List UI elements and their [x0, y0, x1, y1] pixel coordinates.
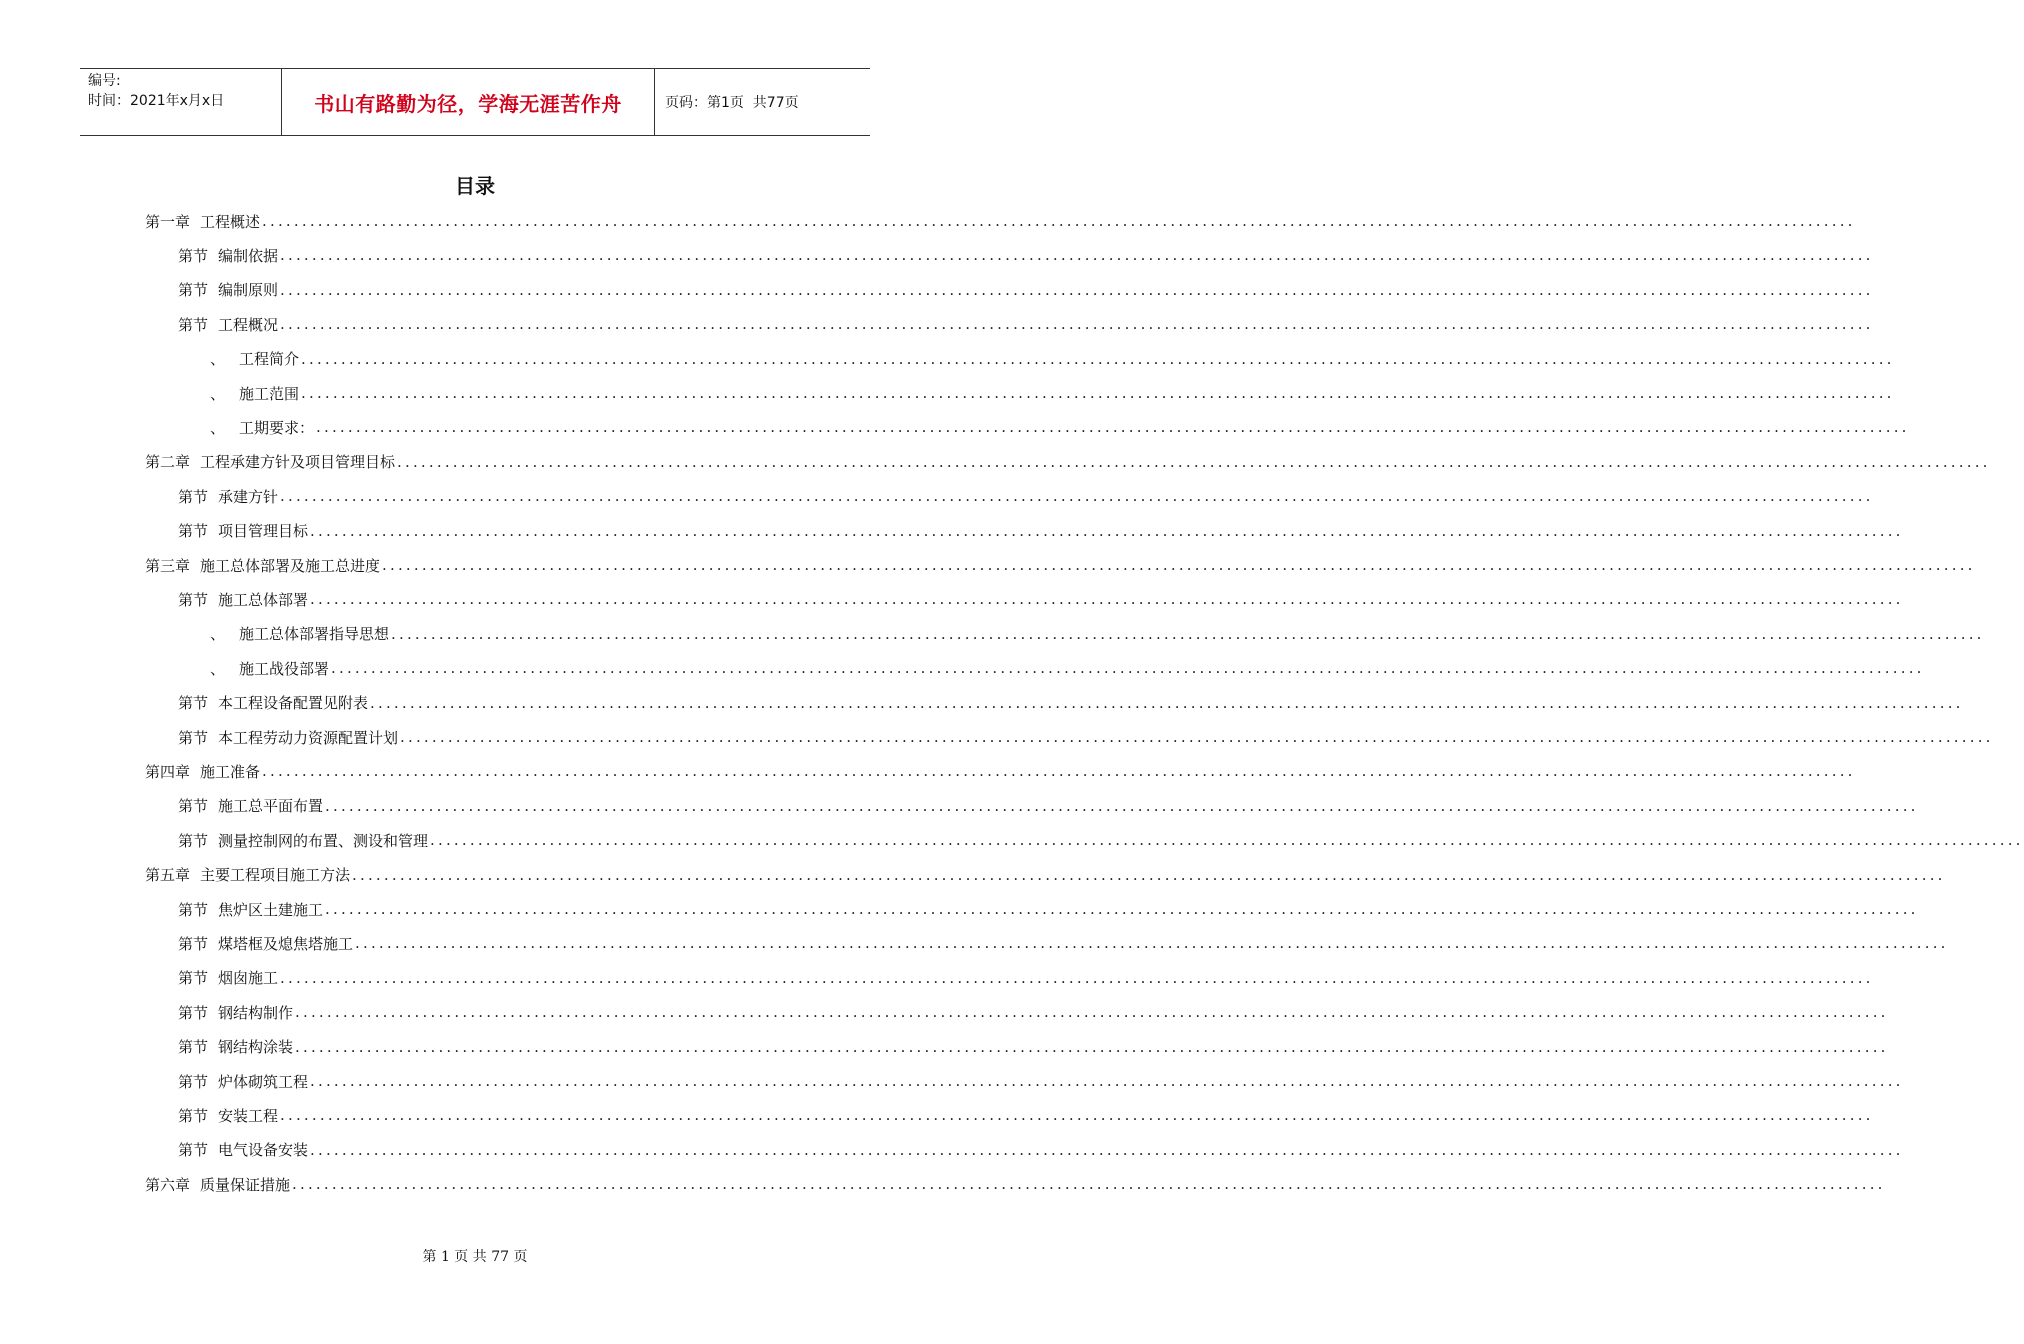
toc-entry-number: 第节: [178, 1072, 209, 1091]
toc-leader-dots: ........................................................................................................................................................................................................: [292, 1175, 1886, 1194]
toc-entry-label: 编制原则: [218, 281, 279, 300]
toc-entry-label: 施工总体部署指导思想: [239, 625, 390, 644]
toc-entry[interactable]: [178, 273, 1874, 307]
toc-entry[interactable]: [145, 445, 1991, 479]
toc-leader-dots: ........................................................................................................................................................................................................: [280, 280, 1874, 299]
toc-entry-label: 施工总体部署: [218, 590, 309, 609]
toc-entry[interactable]: [178, 1133, 1904, 1167]
toc-entry-number: 第节: [178, 831, 209, 850]
toc-entry-number: 第节: [178, 1106, 209, 1125]
toc-entry-number: 第节: [178, 900, 209, 919]
toc-entry-number: 第五章: [145, 866, 191, 885]
toc-entry-label: 工程概况: [218, 315, 279, 334]
toc-leader-dots: ........................................................................................................................................................................................................: [280, 315, 1874, 334]
toc-entry[interactable]: [210, 651, 1925, 685]
toc-leader-dots: ........................................................................................................................................................................................................: [331, 659, 1925, 678]
toc-entry-number: 第节: [178, 315, 209, 334]
toc-entry[interactable]: [210, 617, 1985, 651]
toc-leader-dots: ........................................................................................................................................................................................................: [262, 212, 1856, 230]
toc-entry-label: 钢结构涂装: [218, 1038, 294, 1057]
toc-entry-number: 第一章: [145, 212, 191, 231]
toc-entry-label: 焦炉区土建施工: [218, 900, 324, 919]
toc-leader-dots: ........................................................................................................................................................................................................: [310, 1072, 1904, 1090]
toc-leader-dots: ........................................................................................................................................................................................................: [301, 384, 1895, 402]
toc-entry[interactable]: [178, 514, 1904, 548]
toc-entry[interactable]: [178, 789, 1919, 823]
header-page-info: [655, 69, 870, 135]
toc-entry[interactable]: [178, 307, 1874, 341]
toc-entry-label: 项目管理目标: [218, 522, 309, 541]
toc-entry-label: 钢结构制作: [218, 1003, 294, 1022]
toc-entry-label: 本工程劳动力资源配置计划: [218, 728, 399, 747]
toc-entry[interactable]: [145, 1167, 1886, 1201]
toc-entry[interactable]: [178, 995, 1889, 1029]
toc-entry-number: 、: [210, 625, 226, 644]
toc-leader-dots: ........................................................................................................................................................................................................: [391, 624, 1985, 643]
toc-entry-number: 、: [210, 418, 226, 437]
toc-entry[interactable]: [178, 582, 1904, 616]
toc-entry[interactable]: [178, 479, 1874, 513]
toc-entry-label: 工期要求：: [239, 418, 315, 437]
toc-entry-number: 第节: [178, 728, 209, 747]
toc-leader-dots: ........................................................................................................................................................................................................: [310, 521, 1904, 540]
toc-leader-dots: ........................................................................................................................................................................................................: [382, 556, 1976, 574]
toc-entry[interactable]: [145, 754, 1856, 788]
toc-entry-label: 测量控制网的布置、测设和管理: [218, 831, 429, 850]
toc-leader-dots: ........................................................................................................................................................................................................: [280, 246, 1874, 265]
toc-leader-dots: ........................................................................................................................................................................................................: [280, 1106, 1874, 1125]
toc-entry-number: 、: [210, 659, 226, 678]
toc-entry-number: 第节: [178, 1141, 209, 1160]
toc-entry-number: 、: [210, 350, 226, 369]
toc-entry-label: 工程简介: [239, 350, 300, 369]
toc-entry[interactable]: [178, 1030, 1889, 1064]
toc-leader-dots: ........................................................................................................................................................................................................: [262, 762, 1856, 781]
toc-entry-label: 施工总体部署及施工总进度: [200, 556, 381, 575]
toc-entry[interactable]: [210, 376, 1895, 410]
toc-entry-number: 第节: [178, 694, 209, 713]
toc-leader-dots: ........................................................................................................................................................................................................: [280, 968, 1874, 987]
date-label: 时间：2021年x月x日: [88, 93, 225, 109]
page-footer: 第 1 页 共 77 页: [422, 1249, 528, 1265]
toc-leader-dots: ........................................................................................................................................................................................................: [325, 796, 1919, 815]
header-motto: 书山有路勤为径，学海无涯苦作舟: [282, 69, 655, 135]
toc-entry-number: 第三章: [145, 556, 191, 575]
toc-entry-number: 第节: [178, 1003, 209, 1022]
toc-entry-number: 第节: [178, 797, 209, 816]
toc-leader-dots: ........................................................................................................................................................................................................: [370, 693, 1964, 712]
toc-entry[interactable]: [178, 892, 1919, 926]
toc-entry-number: 第四章: [145, 762, 191, 781]
toc-entry[interactable]: [145, 204, 1856, 238]
toc-entry-label: 编制依据: [218, 246, 279, 265]
serial-label: 编号:: [88, 73, 121, 89]
toc-entry[interactable]: [178, 1098, 1874, 1132]
toc-entry-number: 第节: [178, 522, 209, 541]
toc-entry-number: 第节: [178, 969, 209, 988]
toc-entry-number: 第二章: [145, 453, 191, 472]
toc-entry[interactable]: [178, 1064, 1904, 1098]
toc-entry-label: 电气设备安装: [218, 1141, 309, 1160]
page-info-text: 页码：第1页 共77页: [665, 95, 799, 111]
toc-leader-dots: ........................................................................................................................................................................................................: [397, 452, 1991, 471]
toc-entry-number: 第节: [178, 590, 209, 609]
toc-entry-number: 、: [210, 384, 226, 403]
toc-entry-label: 施工总平面布置: [218, 797, 324, 816]
toc-entry-label: 炉体砌筑工程: [218, 1072, 309, 1091]
toc-entry[interactable]: [178, 686, 1964, 720]
toc-leader-dots: ........................................................................................................................................................................................................: [280, 487, 1874, 506]
toc-entry[interactable]: [178, 720, 1994, 754]
toc-leader-dots: ........................................................................................................................................................................................................: [352, 865, 1946, 884]
toc-entry-label: 本工程设备配置见附表: [218, 694, 369, 713]
toc-leader-dots: ........................................................................................................................................................................................................: [295, 1037, 1889, 1056]
toc-entry-number: 第六章: [145, 1175, 191, 1194]
toc-entry-label: 施工准备: [200, 762, 261, 781]
toc-entry-label: 承建方针: [218, 487, 279, 506]
toc-entry-label: 施工范围: [239, 384, 300, 403]
toc-entry[interactable]: [210, 410, 1910, 444]
toc-entry[interactable]: [178, 961, 1874, 995]
header-meta: [80, 69, 282, 135]
page-title: 目录: [455, 174, 495, 198]
toc-entry-number: 第节: [178, 281, 209, 300]
toc-entry-number: 第节: [178, 246, 209, 265]
toc-leader-dots: ........................................................................................................................................................................................................: [316, 418, 1910, 437]
toc-entry[interactable]: [145, 858, 1946, 892]
toc-leader-dots: ........................................................................................................................................................................................................: [430, 831, 2024, 850]
toc-entry[interactable]: [178, 238, 1874, 272]
toc-entry-label: 主要工程项目施工方法: [200, 866, 351, 885]
toc-entry-number: 第节: [178, 487, 209, 506]
toc-entry-label: 煤塔框及熄焦塔施工: [218, 934, 354, 953]
toc-entry-label: 烟囱施工: [218, 969, 279, 988]
toc-entry[interactable]: [178, 926, 1949, 960]
page-header: [80, 68, 870, 136]
toc-leader-dots: ........................................................................................................................................................................................................: [295, 1003, 1889, 1022]
toc-entry-label: 工程承建方针及项目管理目标: [200, 453, 396, 472]
toc-leader-dots: ........................................................................................................................................................................................................: [301, 349, 1895, 368]
toc-entry-label: 施工战役部署: [239, 659, 330, 678]
toc-entry-number: 第节: [178, 1038, 209, 1057]
toc-leader-dots: ........................................................................................................................................................................................................: [400, 728, 1994, 746]
toc-entry[interactable]: [178, 823, 2024, 857]
toc-entry-number: 第节: [178, 934, 209, 953]
toc-leader-dots: ........................................................................................................................................................................................................: [355, 934, 1949, 953]
toc-leader-dots: ........................................................................................................................................................................................................: [310, 590, 1904, 609]
toc-entry[interactable]: [210, 342, 1895, 376]
toc-entry-label: 安装工程: [218, 1106, 279, 1125]
toc-entry-label: 工程概述: [200, 212, 261, 231]
toc-entry[interactable]: [145, 548, 1976, 582]
toc-leader-dots: ........................................................................................................................................................................................................: [310, 1140, 1904, 1159]
toc-leader-dots: ........................................................................................................................................................................................................: [325, 900, 1919, 918]
toc-entry-label: 质量保证措施: [200, 1175, 291, 1194]
